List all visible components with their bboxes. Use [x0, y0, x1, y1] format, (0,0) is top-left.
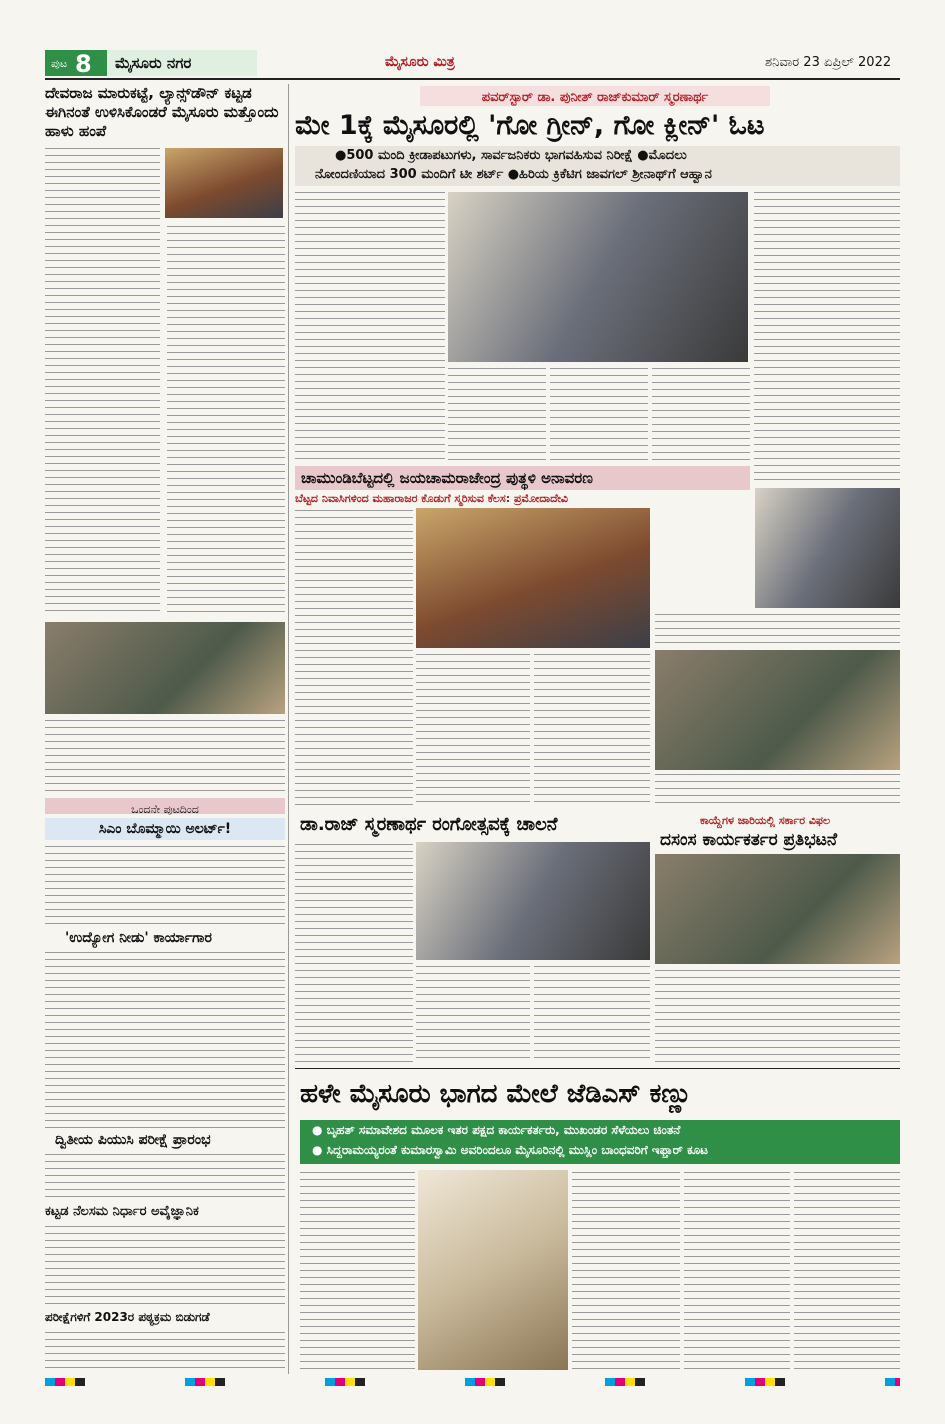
issue-date: ಶನಿವಾರ 23 ಏಪ್ರಿಲ್ 2022 — [765, 55, 892, 70]
cartoon-illustration — [418, 1170, 568, 1370]
statue-headline: ಚಾಮುಂಡಿಬೆಟ್ಟದಲ್ಲಿ ಜಯಚಾಮರಾಜೇಂದ್ರ ಪುತ್ಥಳಿ ಅನಾವರಣ — [301, 469, 593, 487]
lead-group-photo — [448, 192, 748, 362]
color-registration-marks — [45, 1378, 900, 1386]
lead-body-left — [295, 190, 445, 460]
exam-body-text — [45, 1330, 285, 1374]
column-divider — [288, 84, 289, 1374]
masthead: ಮೈಸೂರು ಮಿತ್ರ — [385, 54, 455, 70]
lead-kicker-box — [420, 86, 770, 106]
lead-bullet-2: ನೋಂದಣಿಯಾದ 300 ಮಂದಿಗೆ ಟೀ ಶರ್ಟ್ ●ಹಿರಿಯ ಕ್ರಿಕೆಟಿಗ ಜಾವಗಲ್ ಶ್ರೀನಾಥ್‌ಗೆ ಆಹ್ವಾನ — [315, 167, 712, 182]
exam-headline: ಪರೀಕ್ಷೆಗಳಿಗೆ 2023ರ ಪಠ್ಯಕ್ರಮ ಬಿಡುಗಡೆ — [45, 1310, 210, 1324]
raj-body-left — [295, 842, 413, 1062]
cm-body-text — [45, 844, 285, 926]
statue-subhead: ಬೆಟ್ಟದ ನಿವಾಸಿಗಳಿಂದ ಮಹಾರಾಜರ ಕೊಡುಗೆ ಸ್ಮರಿಸುವ ಕೆಲಸ: ಪ್ರಮೋದಾದೇವಿ — [295, 492, 568, 505]
statue-body-left — [295, 508, 413, 808]
bottom-body-3 — [572, 1170, 680, 1370]
lead-body-right — [754, 190, 900, 482]
cm-headline-box — [45, 818, 285, 840]
lead-kicker: ಪವರ್‌ಸ್ಟಾರ್ ಡಾ. ಪುನೀತ್ ರಾಜ್‌ಕುಮಾರ್ ಸ್ಮರಣಾರ್ಥ — [481, 90, 709, 105]
lead-bullet-1: ●500 ಮಂದಿ ಕ್ರೀಡಾಪಟುಗಳು, ಸಾರ್ವಜನಿಕರು ಭಾಗವಹಿಸುವ ನಿರೀಕ್ಷೆ ●ಮೊದಲು — [335, 148, 687, 163]
statue-headline-box — [295, 466, 750, 490]
job-body-text — [45, 950, 285, 1128]
lead-bullets-box — [295, 146, 900, 186]
bottom-body-5 — [794, 1170, 900, 1370]
left-column — [45, 84, 285, 1374]
lead-body-mid2 — [550, 366, 648, 460]
story1-body-text-2 — [167, 224, 285, 616]
garland-photo — [655, 650, 900, 770]
ondane-band-label: ಒಂದನೇ ಪುಟದಿಂದ — [131, 803, 199, 816]
raj-headline: ಡಾ.ರಾಜ್ ಸ್ಮರಣಾರ್ಥ ರಂಗೋತ್ಸವಕ್ಕೆ ಚಾಲನೆ — [300, 814, 558, 835]
raj-body-mid1 — [416, 964, 530, 1062]
cm-headline: ಸಿಎಂ ಬೊಮ್ಮಾಯಿ ಅಲರ್ಟ್! — [98, 821, 232, 837]
ondane-band — [45, 798, 285, 814]
header-rule — [45, 78, 900, 80]
job-headline: 'ಉದ್ಯೋಗ ನೀಡು' ಕಾರ್ಯಾಗಾರ — [65, 930, 212, 946]
building-body-text — [45, 1224, 285, 1306]
bottom-bullet-1: ● ಬೃಹತ್ ಸಮಾವೇಶದ ಮೂಲಕ ಇತರ ಪಕ್ಷದ ಕಾರ್ಯಕರ್ತರು, ಮುಖಂಡರ ಸೆಳೆಯಲು ಚಿಂತನೆ — [312, 1123, 681, 1137]
right-caption-1 — [655, 612, 900, 648]
bottom-body-4 — [684, 1170, 790, 1370]
lead-body-mid3 — [652, 366, 750, 460]
page-number: 8 — [75, 50, 92, 78]
photo-caption — [45, 718, 285, 794]
lead-headline: ಮೇ 1ಕ್ಕೆ ಮೈಸೂರಲ್ಲಿ 'ಗೋ ಗ್ರೀನ್, ಗೋ ಕ್ಲೀನ್' ಓಟ — [295, 110, 765, 141]
right-caption-2 — [655, 772, 900, 808]
building-headline: ಕಟ್ಟಡ ನೆಲಸಮ ನಿರ್ಧಾರ ಅವೈಜ್ಞಾನಿಕ — [45, 1204, 199, 1219]
bottom-bullets-box — [300, 1120, 900, 1164]
raj-body-mid2 — [534, 964, 650, 1062]
puc-body-text — [45, 1152, 285, 1200]
section-name-box — [107, 50, 257, 76]
page-label: ಪುಟ — [51, 57, 68, 70]
section-name: ಮೈಸೂರು ನಗರ — [115, 54, 192, 72]
page-header — [45, 50, 900, 76]
story1-headline: ದೇವರಾಜ ಮಾರುಕಟ್ಟೆ, ಲ್ಯಾನ್ಸ್‌ಡೌನ್ ಕಟ್ಟಡ ಈಗಿನಂತೆ ಉಳಿಸಿಕೊಂಡರೆ ಮೈಸೂರು ಮತ್ತೊಂದು ಹಾಳು ಹಂಪೆ — [45, 84, 279, 140]
protest-body-text — [655, 968, 900, 1062]
bottom-body-1 — [300, 1170, 415, 1370]
protest-kicker: ಕಾಯ್ದೆಗಳ ಜಾರಿಯಲ್ಲಿ ಸರ್ಕಾರ ವಿಫಲ — [700, 814, 831, 827]
lead-body-mid1 — [448, 366, 546, 460]
bottom-rule — [295, 1068, 900, 1069]
bottom-headline: ಹಳೇ ಮೈಸೂರು ಭಾಗದ ಮೇಲೆ ಜೆಡಿಎಸ್ ಕಣ್ಣು — [300, 1079, 692, 1109]
statue-photo — [416, 508, 650, 648]
protest-photo — [655, 854, 900, 964]
event-photo-right — [755, 488, 900, 608]
bottom-bullet-2: ● ಸಿದ್ದರಾಮಯ್ಯರಂತೆ ಕುಮಾರಸ್ವಾಮಿ ಅವರಿಂದಲೂ ಮೈಸೂರಿನಲ್ಲಿ ಮುಸ್ಲಿಂ ಬಾಂಧವರಿಗೆ ಇಫ್ತಾರ್ ಕೂಟ — [312, 1143, 708, 1157]
protest-headline: ದಸಂಸ ಕಾರ್ಯಕರ್ತರ ಪ್ರತಿಭಟನೆ — [660, 830, 838, 850]
puc-headline: ದ್ವಿತೀಯ ಪಿಯುಸಿ ಪರೀಕ್ಷೆ ಪ್ರಾರಂಭ — [55, 1132, 211, 1148]
statue-body-mid2 — [534, 652, 650, 808]
portrait-photo — [165, 148, 283, 218]
raj-event-photo — [416, 842, 650, 960]
tree-planting-photo — [45, 622, 285, 714]
story1-body-text — [45, 146, 160, 616]
page-number-box — [45, 50, 107, 76]
statue-body-mid1 — [416, 652, 530, 808]
